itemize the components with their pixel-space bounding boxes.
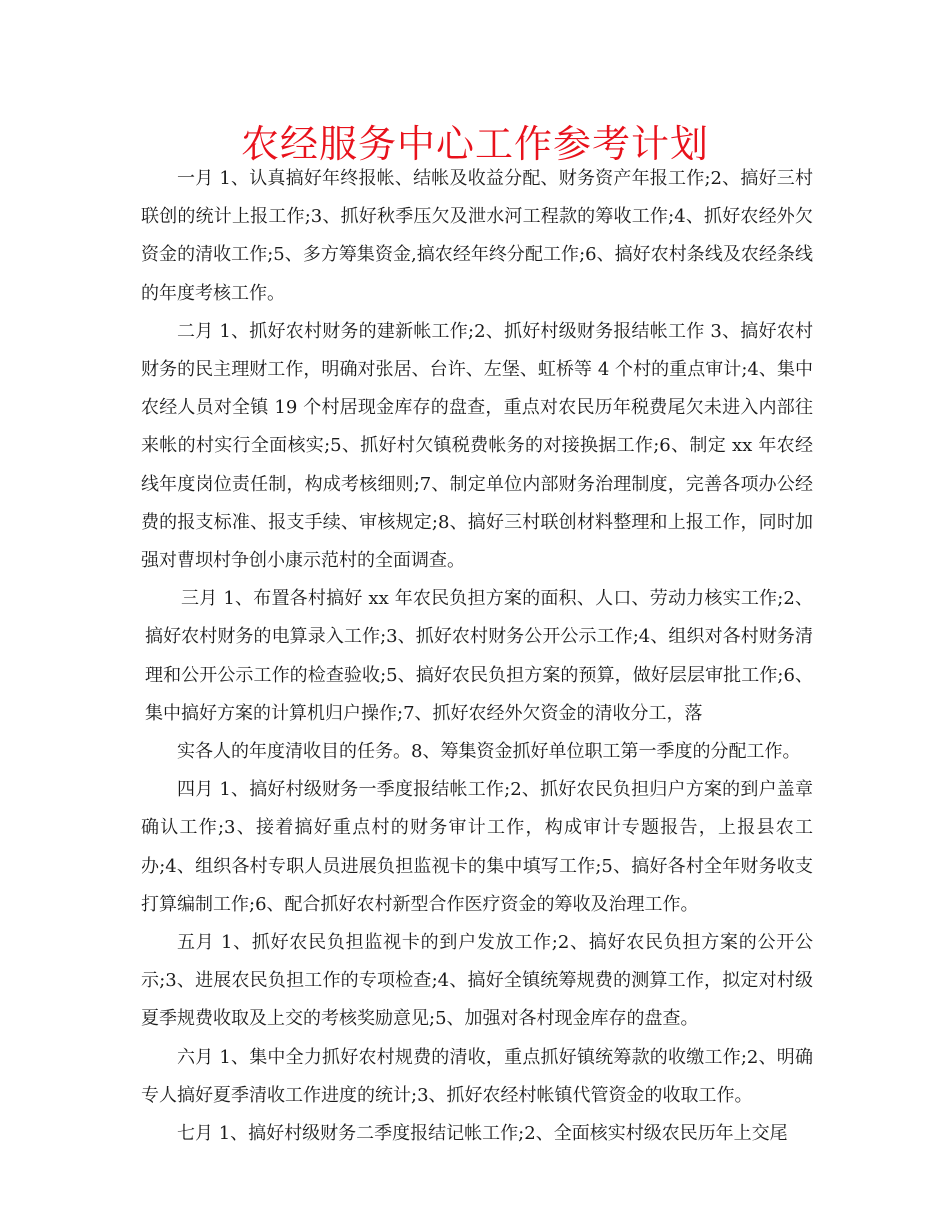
paragraph-may: 五月 1、抓好农民负担监视卡的到户发放工作;2、搞好农民负担方案的公开公示;3、进展农民负担工作的专项检查;4、搞好全镇统筹规费的测算工作，拟定对村级夏季规费收取及上交的考核奖励意见;5、加强对各村现金库存的盘查。 xyxy=(141,932,813,1030)
paragraph-july: 七月 1、搞好村级财务二季度报结记帐工作;2、全面核实村级农民历年上交尾 xyxy=(177,1123,788,1145)
paragraph-january: 一月 1、认真搞好年终报帐、结帐及收益分配、财务资产年报工作;2、搞好三村联创的统计上报工作;3、抓好秋季压欠及泄水河工程款的筹收工作;4、抓好农经外欠资金的清收工作;5、多方筹集资金,搞农经年终分配工作;6、搞好农村条线及农经条线的年度考核工作。 xyxy=(141,168,813,304)
paragraph-march: 三月 1、布置各村搞好 xx 年农民负担方案的面积、人口、劳动力核实工作;2、搞好农村财务的电算录入工作;3、抓好农村财务公开公示工作;4、组织对各村财务清理和公开公示工作的检查验收;5、搞好农民负担方案的预算，做好层层审批工作;6、集中搞好方案的计算机归户操作;7、抓好农经外欠资金的清收分工，落 xyxy=(145,588,813,724)
paragraph-april: 四月 1、搞好村级财务一季度报结帐工作;2、抓好农民负担归户方案的到户盖章确认工作;3、接着搞好重点村的财务审计工作，构成审计专题报告，上报县农工办;4、组织各村专职人员进展负担监视卡的集中填写工作;5、搞好各村全年财务收支打算编制工作;6、配合抓好农村新型合作医疗资金的筹收及治理工作。 xyxy=(141,779,813,915)
paragraph-february: 二月 1、抓好农村财务的建新帐工作;2、抓好村级财务报结帐工作 3、搞好农村财务的民主理财工作，明确对张居、台许、左堡、虹桥等 4 个村的重点审计;4、集中农经人员对全镇 19 个村居现金库存的盘查，重点对农民历年税费尾欠未进入内部往来帐的村实行全面核实;5、抓好村欠镇税费帐务的对接换据工作;6、制定 xx 年农经线年度岗位责任制，构成考核细则;7、制定单位内部财务治理制度，完善各项办公经费的报支标准、报支手续、审核规定;8、搞好三村联创材料整理和上报工作，同时加强对曹坝村争创小康示范村的全面调查。 xyxy=(141,320,813,572)
document-body xyxy=(141,160,813,1153)
paragraph-june: 六月 1、集中全力抓好农村规费的清收，重点抓好镇统筹款的收缴工作;2、明确专人搞好夏季清收工作进度的统计;3、抓好农经村帐镇代管资金的收取工作。 xyxy=(141,1046,813,1106)
paragraph-march-continued: 实各人的年度清收目的任务。8、筹集资金抓好单位职工第一季度的分配工作。 xyxy=(177,741,801,763)
document-title: 农经服务中心工作参考计划 xyxy=(240,122,709,166)
